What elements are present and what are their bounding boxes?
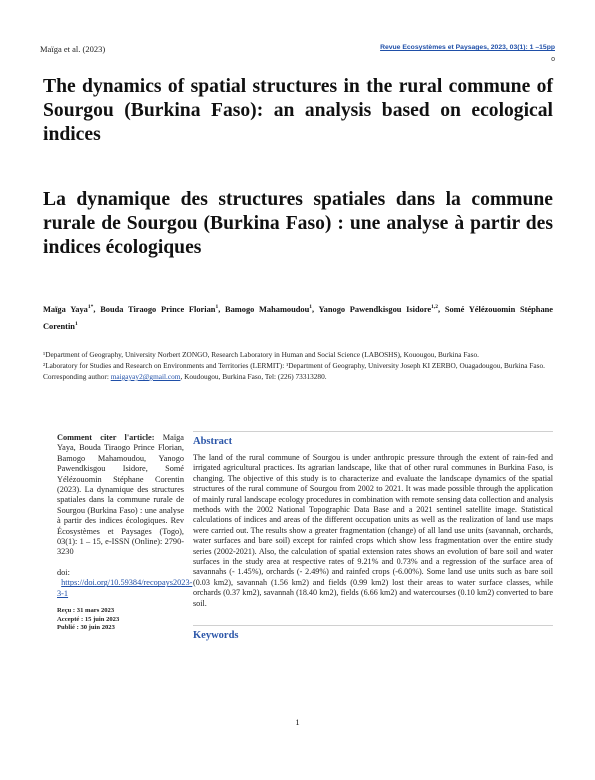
author-affil-mark: 1 <box>215 304 219 310</box>
author-affil-mark: 1 <box>309 304 313 310</box>
published-date: Publié : 30 juin 2023 <box>57 624 115 632</box>
author-name: Somé Yélézouomin Stéphane Corentin <box>43 304 554 331</box>
author-name: Bouda Tiraogo Prince Florian <box>100 304 216 314</box>
author-affil-mark: 1,2 <box>431 304 438 310</box>
author-list: Maïga Yaya$^{1*}$, Bouda Tiraogo Prince Florian$^1$, Bamogo Mahamoudou$^1$, Yanogo Pawendkisgou Isidore$^{1,2}$, Somé Yélézouomin Stéphane Corentin$^1$ <box>43 304 554 331</box>
main-column <box>193 431 553 641</box>
author-name: Bamogo Mahamoudou <box>225 304 310 314</box>
corresponding-author: Corresponding author: maigayay2@gmail.com, Koudougou, Burkina Faso, Tel: (226) 73313280. <box>43 372 327 381</box>
citation-text: Maïga Yaya, Bouda Tiraogo Prince Florian, Bamogo Mahamoudou, Yanogo Pawendkisgou Isidore, Somé Yélézouomin Stéphane Corentin (2023). La dynamique des structures spatiales dans la commune rurale de Sourgou (Burkina Faso) : une analyse à partir des indices écologiques. Rev Écosystèmes et Paysages (Togo), 03(1): 1 – 15, e-ISSN (Online): 2790-3230 <box>57 433 184 557</box>
abstract-heading: Abstract <box>193 431 553 447</box>
author-name: Maïga Yaya <box>43 304 88 314</box>
affiliation-2: ²Laboratory for Studies and Research on Environments and Territories (LERMIT): ¹Department of Geography, University Joseph KI ZERBO, Ouagadougou, Burkina Faso. <box>43 361 545 370</box>
title-french: La dynamique des structures spatiales dans la commune rurale de Sourgou (Burkina Faso) : une analyse à partir des indices écologiques <box>43 189 553 258</box>
author-affil-mark: 1 <box>74 320 78 327</box>
page-number: 1 <box>295 717 300 727</box>
doi-label: doi: <box>57 567 70 577</box>
article-dates <box>57 607 184 633</box>
author-name: Yanogo Pawendkisgou Isidore <box>318 304 432 314</box>
citation-label: Comment citer l'article: <box>57 433 155 442</box>
journal-reference-link[interactable]: Revue Ecosystèmes et Paysages, 2023, 03(1): 1 –15pp <box>380 44 555 51</box>
abstract-text: The land of the rural commune of Sourgou is under anthropic pressure through the extent of rain-fed and irrigated agricultural practices. Its agrarian landscape, like that of other rural communes in Burkina Faso, is changing. The objective of this study is to characterize and evaluate the landscape dynamics of the spatial structures of the rural commune of Sourgou from 2002 to 2021. It was made possible through the application of mainly rural landscape ecology procedures in combination with remote sensing data collection and analysis methods with the 2002 National Topographic Data Base and a 2021 sentinel satellite image. Statistical calculations of indices and areas of the different occupation units as well as the realization of land use maps were carried out. The results show a greater fragmentation (change) of all land use units (savannah, orchards, water surfaces and bare soil) except for rainfed crops which show less fragmentation over the entire study series (2002-2021). Also, the calculation of spatial extension rates shows an evolution of bare soil and water surfaces in the study area at respective rates of 9.21% and 0.73% and a regression of the surface area of savannahs (- 1.45%), orchards (- 2.49%) and rainfed crops (-6.00%). Some land use units such as bare soil (0.03 km2), savannah (1.56 km2) and fields (0.99 km2) lost their areas to water surface classes, while orchards (0.37 km2), savannah (18.40 km2), fields (6.66 km2) and watercourses (0.10 km2) converted to bare soil. <box>193 453 553 608</box>
running-header-authors: Maïga et al. (2023) <box>40 44 106 54</box>
accepted-date: Accepté : 15 juin 2023 <box>57 615 120 623</box>
keywords-heading: Keywords <box>193 625 553 641</box>
author-affil-mark: 1* <box>87 304 94 310</box>
affiliation-1: ¹Department of Geography, University Norbert ZONGO, Research Laboratory in Human and Social Science (LABOSHS), Kouougou, Burkina Faso. <box>43 350 479 359</box>
header-mark: o <box>551 56 555 63</box>
title-english: The dynamics of spatial structures in the rural commune of Sourgou (Burkina Faso): an analysis based on ecological indices <box>43 76 553 145</box>
doi-link[interactable]: https://doi.org/10.59384/recopays2023-3-1 <box>57 578 193 598</box>
corresponding-email-link[interactable]: maigayay2@gmail.com <box>110 372 181 381</box>
received-date: Reçu : 31 mars 2023 <box>57 607 115 615</box>
affiliations <box>43 350 555 383</box>
citation-sidebar <box>57 433 193 633</box>
